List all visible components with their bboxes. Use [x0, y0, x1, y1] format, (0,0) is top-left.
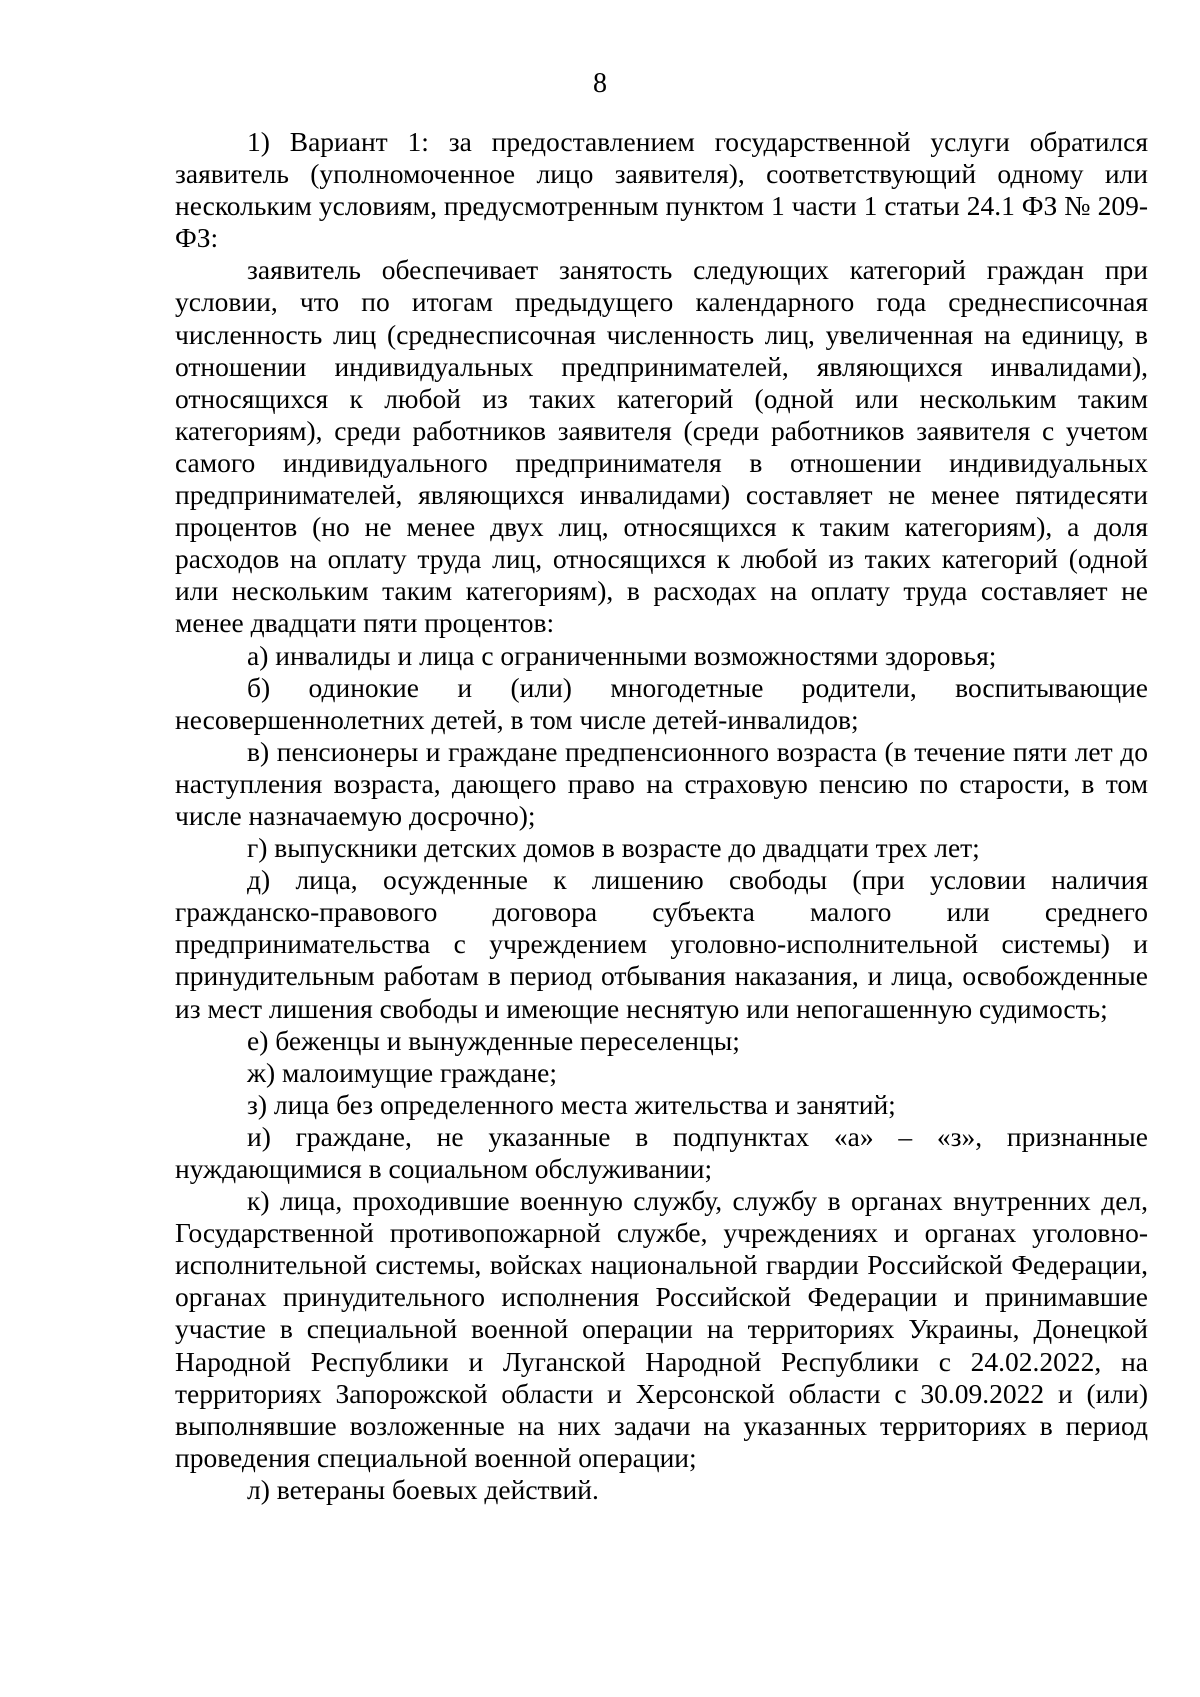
paragraph-employment-condition: заявитель обеспечивает занятость следующих категорий граждан при условии, что по итогам предыдущего календарного года среднесписочная численность лиц (среднесписочная численность лиц, увеличенная на единицу, в отношении индивидуальных предпринимателей, являющихся инвалидами), относящихся к любой из таких категорий (одной или нескольким таким категориям), среди работников заявителя (среди работников заявителя с учетом самого индивидуального предпринимателя в отношении индивидуальных предпринимателей, являющихся инвалидами) составляет не менее пятидесяти процентов (но не менее двух лиц, относящихся к таким категориям), а доля расходов на оплату труда лиц, относящихся к любой из таких категорий (одной или нескольким таким категориям), в расходах на оплату труда составляет не менее двадцати пяти процентов: [175, 254, 1148, 639]
list-item-d: д) лица, осужденные к лишению свободы (при условии наличия гражданско-правового договора субъекта малого или среднего предпринимательства с учреждением уголовно-исполнительной системы) и принудительным работам в период отбывания наказания, и лица, освобожденные из мест лишения свободы и имеющие неснятую или непогашенную судимость; [175, 864, 1148, 1024]
list-item-v: в) пенсионеры и граждане предпенсионного возраста (в течение пяти лет до наступления возраста, дающего право на страховую пенсию по старости, в том числе назначаемую досрочно); [175, 735, 1148, 831]
paragraph-variant-1: 1) Вариант 1: за предоставлением государственной услуги обратился заявитель (уполномоченное лицо заявителя), соответствующий одному или нескольким условиям, предусмотренным пунктом 1 части 1 статьи 24.1 ФЗ № 209-ФЗ: [175, 126, 1148, 254]
list-item-g: г) выпускники детских домов в возрасте до двадцати трех лет; [247, 832, 980, 864]
page-number: 8 [593, 68, 607, 99]
document-body [175, 126, 1148, 1506]
list-item-a: а) инвалиды и лица с ограниченными возможностями здоровья; [247, 639, 997, 671]
list-item-b: б) одинокие и (или) многодетные родители, воспитывающие несовершеннолетних детей, в том числе детей-инвалидов; [175, 671, 1148, 735]
list-item-k: к) лица, проходившие военную службу, службу в органах внутренних дел, Государственной противопожарной службе, учреждениях и органах уголовно-исполнительной системы, войсках национальной гвардии Российской Федерации, органах принудительного исполнения Российской Федерации и принимавшие участие в специальной военной операции на территориях Украины, Донецкой Народной Республики и Луганской Народной Республики с 24.02.2022, на территориях Запорожской области и Херсонской области с 30.09.2022 и (или) выполнявшие возложенные на них задачи на указанных территориях в период проведения специальной военной операции; [175, 1185, 1148, 1473]
list-item-z: з) лица без определенного места жительства и занятий; [247, 1088, 896, 1120]
list-item-e: е) беженцы и вынужденные переселенцы; [247, 1024, 740, 1056]
list-item-l: л) ветераны боевых действий. [247, 1473, 599, 1505]
list-item-i: и) граждане, не указанные в подпунктах «а» – «з», признанные нуждающимися в социальном обслуживании; [175, 1120, 1148, 1184]
list-item-zh: ж) малоимущие граждане; [247, 1056, 558, 1088]
